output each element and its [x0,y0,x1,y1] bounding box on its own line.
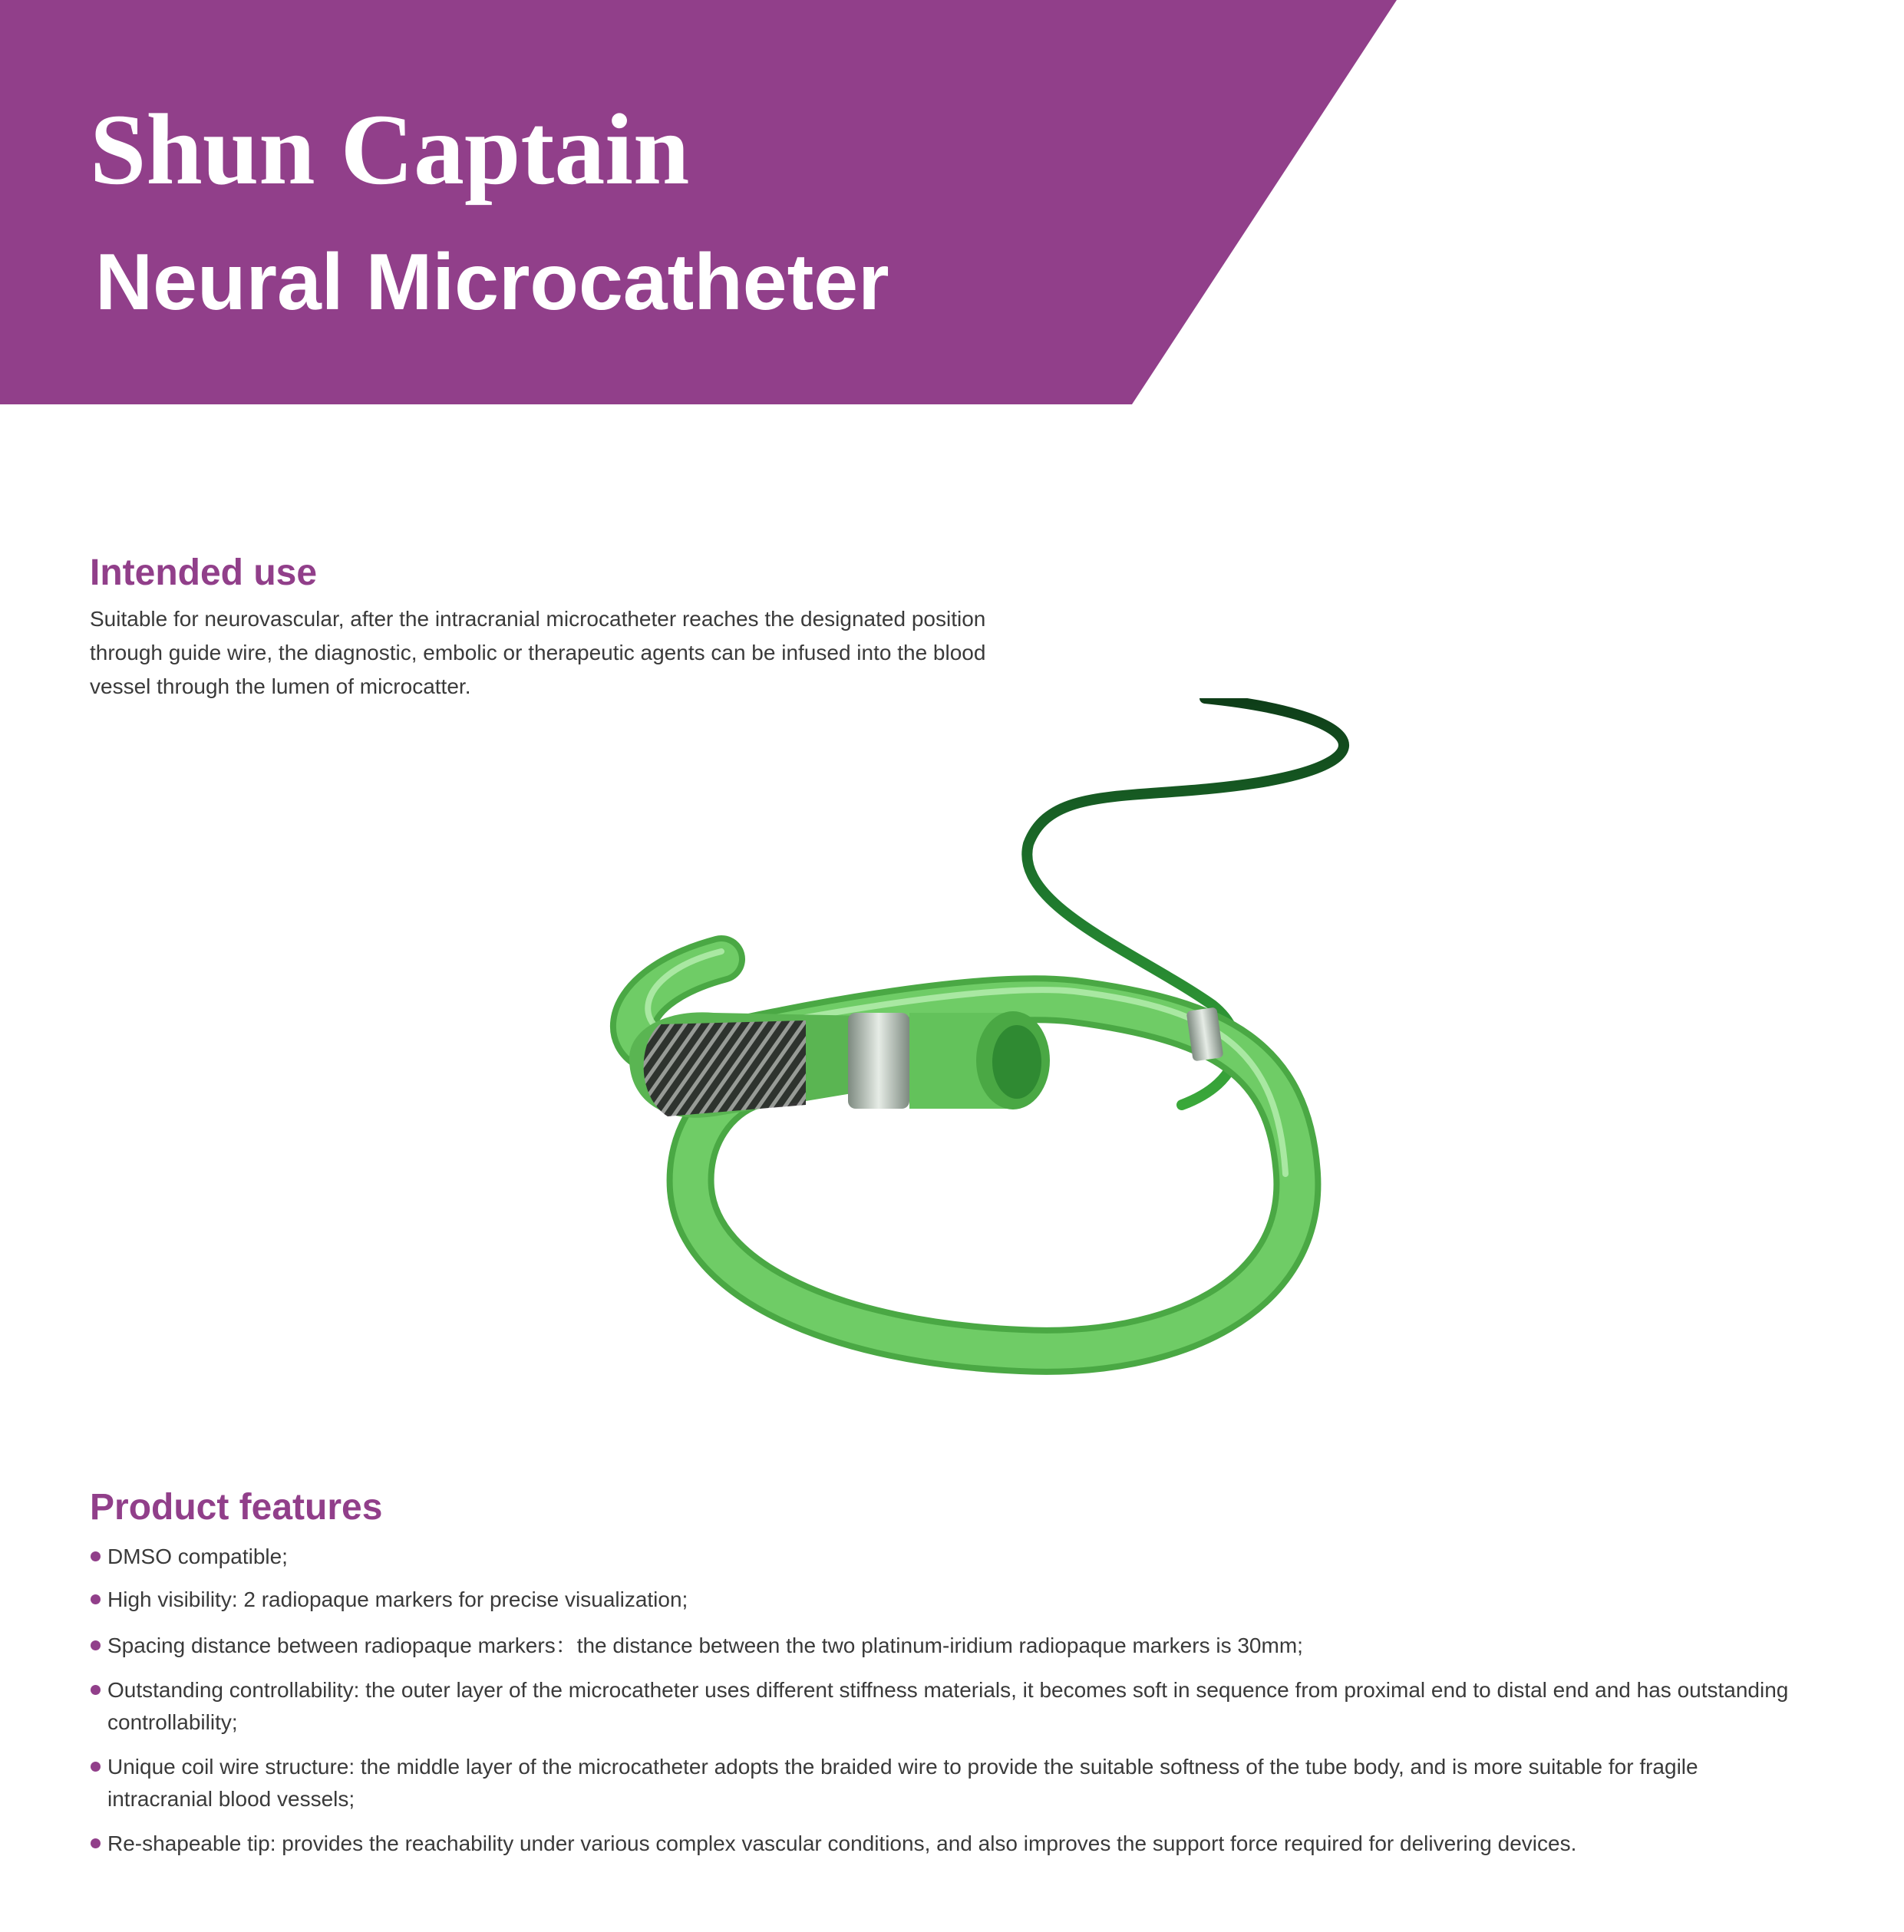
list-item: Unique coil wire structure: the middle layer of the microcatheter adopts the braided wire to provide the suitable softness of the tube body, and is more suitable for fragile intracranial blood vessels; [90,1751,1809,1815]
catheter-loop [634,951,1298,1351]
microcatheter-illustration [583,698,1466,1481]
product-title: Neural Microcatheter [95,238,889,327]
list-item: Spacing distance between radiopaque markers：the distance between the two platinum-iridium radiopaque markers is 30mm; [90,1630,1809,1662]
intended-use-text: Suitable for neurovascular, after the intracranial microcatheter reaches the designated position through guide wire, the diagnostic, embolic or therapeutic agents can be infused into the blood vessel through the lumen of microcatter. [90,607,986,698]
list-item: High visibility: 2 radiopaque markers for precise visualization; [90,1584,1809,1616]
list-item: Re-shapeable tip: provides the reachability under various complex vascular conditions, and also improves the support force required for delivering devices. [90,1828,1809,1860]
intended-use-heading: Intended use [90,552,318,593]
brand-title: Shun Captain [90,93,690,206]
product-features-heading: Product features [90,1487,383,1528]
catheter-tip [629,1011,1050,1118]
list-item: Outstanding controllability: the outer layer of the microcatheter uses different stiffness materials, it becomes soft in sequence from proximal end to distal end and has outstanding controllability; [90,1674,1809,1739]
features-list [90,1541,1809,1860]
list-item: DMSO compatible; [90,1541,1809,1573]
